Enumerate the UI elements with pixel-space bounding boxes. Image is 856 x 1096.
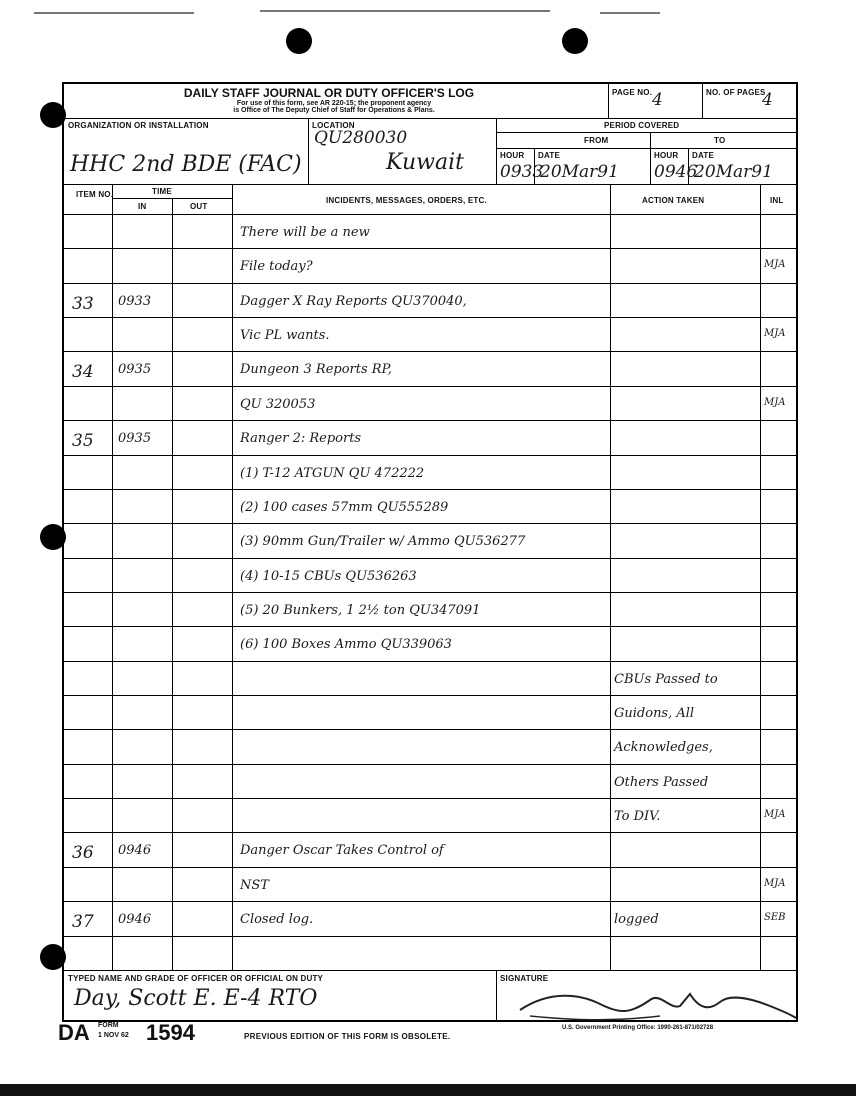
time-in-cell: 0935 <box>118 431 152 446</box>
form-subtitle-1: For use of this form, see AR 220-15; the proponent agency <box>236 100 432 107</box>
incident-cell: Danger Oscar Takes Control of <box>240 843 444 858</box>
time-in-cell: 0946 <box>118 912 152 927</box>
to-label: TO <box>714 136 726 145</box>
initials-cell: SEB <box>764 912 786 923</box>
action-cell: To DIV. <box>614 809 661 824</box>
time-in-cell: 0933 <box>118 294 152 309</box>
form-subtitle-2: is Office of The Deputy Chief of Staff for Operations & Plans. <box>233 107 435 114</box>
incident-cell: (4) 10-15 CBUs QU536263 <box>240 569 417 584</box>
table-row <box>64 729 796 763</box>
form-title: DAILY STAFF JOURNAL OR DUTY OFFICER'S LOG <box>183 86 475 100</box>
scan-bottom-edge <box>0 1084 856 1096</box>
form-word: FORM <box>98 1022 119 1029</box>
col-action: ACTION TAKEN <box>642 196 705 205</box>
officer-value: Day, Scott E. E-4 RTO <box>74 986 318 1011</box>
col-incidents: INCIDENTS, MESSAGES, ORDERS, ETC. <box>326 196 487 205</box>
form-da: DA <box>58 1020 90 1045</box>
scan-noise <box>260 10 550 12</box>
initials-cell: MJA <box>764 878 786 889</box>
table-row <box>64 317 796 351</box>
incident-cell: Ranger 2: Reports <box>240 431 362 446</box>
incident-cell: Dagger X Ray Reports QU370040, <box>240 294 467 309</box>
page-no-label: PAGE NO. <box>612 88 653 97</box>
time-in-cell: 0935 <box>118 362 152 377</box>
incident-cell: (1) T-12 ATGUN QU 472222 <box>240 466 425 481</box>
table-row <box>64 764 796 798</box>
scan-noise <box>34 12 194 14</box>
incident-cell: QU 320053 <box>240 397 316 412</box>
signature-label: SIGNATURE <box>500 974 549 983</box>
from-date-label: DATE <box>538 151 560 160</box>
initials-cell: MJA <box>764 809 786 820</box>
page-no-value: 4 <box>652 90 663 110</box>
action-cell: CBUs Passed to <box>614 672 718 687</box>
table-row <box>64 661 796 695</box>
item-cell: 37 <box>72 912 94 932</box>
previous-edition: PREVIOUS EDITION OF THIS FORM IS OBSOLETE. <box>244 1032 451 1041</box>
from-label: FROM <box>584 136 609 145</box>
action-cell: Guidons, All <box>614 706 695 721</box>
table-row <box>64 558 796 592</box>
item-cell: 33 <box>72 294 94 314</box>
table-row <box>64 798 796 832</box>
pages-value: 4 <box>762 90 773 110</box>
table-row <box>64 248 796 282</box>
time-in-cell: 0946 <box>118 843 152 858</box>
action-cell: Others Passed <box>614 775 709 790</box>
col-item: ITEM NO. <box>76 190 114 199</box>
from-date: 20Mar91 <box>540 162 619 182</box>
from-hour-label: HOUR <box>500 151 525 160</box>
item-cell: 36 <box>72 843 94 863</box>
table-row <box>64 936 796 970</box>
table-row <box>64 832 796 866</box>
table-row <box>64 592 796 626</box>
table-row <box>64 386 796 420</box>
table-row <box>64 351 796 385</box>
incident-cell: (3) 90mm Gun/Trailer w/ Ammo QU536277 <box>240 534 526 549</box>
incident-cell: NST <box>240 878 269 893</box>
item-cell: 35 <box>72 431 94 451</box>
pages-label: NO. OF PAGES <box>706 88 766 97</box>
incident-cell: Dungeon 3 Reports RP, <box>240 362 392 377</box>
item-cell: 34 <box>72 362 94 382</box>
table-row <box>64 489 796 523</box>
duty-log-form <box>62 82 798 1022</box>
incident-cell: File today? <box>240 259 313 274</box>
form-number: 1594 <box>146 1020 195 1045</box>
from-hour: 0933 <box>500 162 544 182</box>
log-table <box>64 214 796 970</box>
punch-hole-top-right <box>562 28 588 54</box>
location-label: LOCATION <box>312 121 355 130</box>
col-out: OUT <box>190 202 208 211</box>
table-row <box>64 420 796 454</box>
initials-cell: MJA <box>764 397 786 408</box>
incident-cell: Vic PL wants. <box>240 328 330 343</box>
table-row <box>64 901 796 935</box>
incident-cell: (2) 100 cases 57mm QU555289 <box>240 500 449 515</box>
period-label: PERIOD COVERED <box>604 121 680 130</box>
form-date: 1 NOV 62 <box>98 1032 129 1039</box>
to-date-label: DATE <box>692 151 714 160</box>
location-line1: QU280030 <box>314 128 408 148</box>
to-date: 20Mar91 <box>694 162 773 182</box>
officer-label: TYPED NAME AND GRADE OF OFFICER OR OFFICIAL ON DUTY <box>68 974 324 983</box>
to-hour-label: HOUR <box>654 151 679 160</box>
incident-cell: There will be a new <box>240 225 370 240</box>
action-cell: Acknowledges, <box>614 740 713 755</box>
table-row <box>64 695 796 729</box>
table-row <box>64 523 796 557</box>
col-in: IN <box>138 202 147 211</box>
table-row <box>64 455 796 489</box>
to-hour: 0946 <box>654 162 698 182</box>
org-label: ORGANIZATION OR INSTALLATION <box>68 121 209 130</box>
table-row <box>64 867 796 901</box>
action-cell: logged <box>614 912 659 927</box>
punch-hole-top-left <box>286 28 312 54</box>
location-line2: Kuwait <box>386 150 464 175</box>
initials-cell: MJA <box>764 259 786 270</box>
gpo-imprint: U.S. Government Printing Office: 1990-261-871/02728 <box>562 1025 714 1031</box>
scan-noise <box>600 12 660 14</box>
incident-cell: Closed log. <box>240 912 314 927</box>
signature-scrawl <box>510 980 800 1026</box>
table-row <box>64 626 796 660</box>
org-value: HHC 2nd BDE (FAC) <box>70 152 302 177</box>
incident-cell: (6) 100 Boxes Ammo QU339063 <box>240 637 452 652</box>
table-row <box>64 283 796 317</box>
table-row <box>64 214 796 248</box>
col-time: TIME <box>152 187 172 196</box>
col-inl: INL <box>770 196 784 205</box>
initials-cell: MJA <box>764 328 786 339</box>
incident-cell: (5) 20 Bunkers, 1 2½ ton QU347091 <box>240 603 481 618</box>
